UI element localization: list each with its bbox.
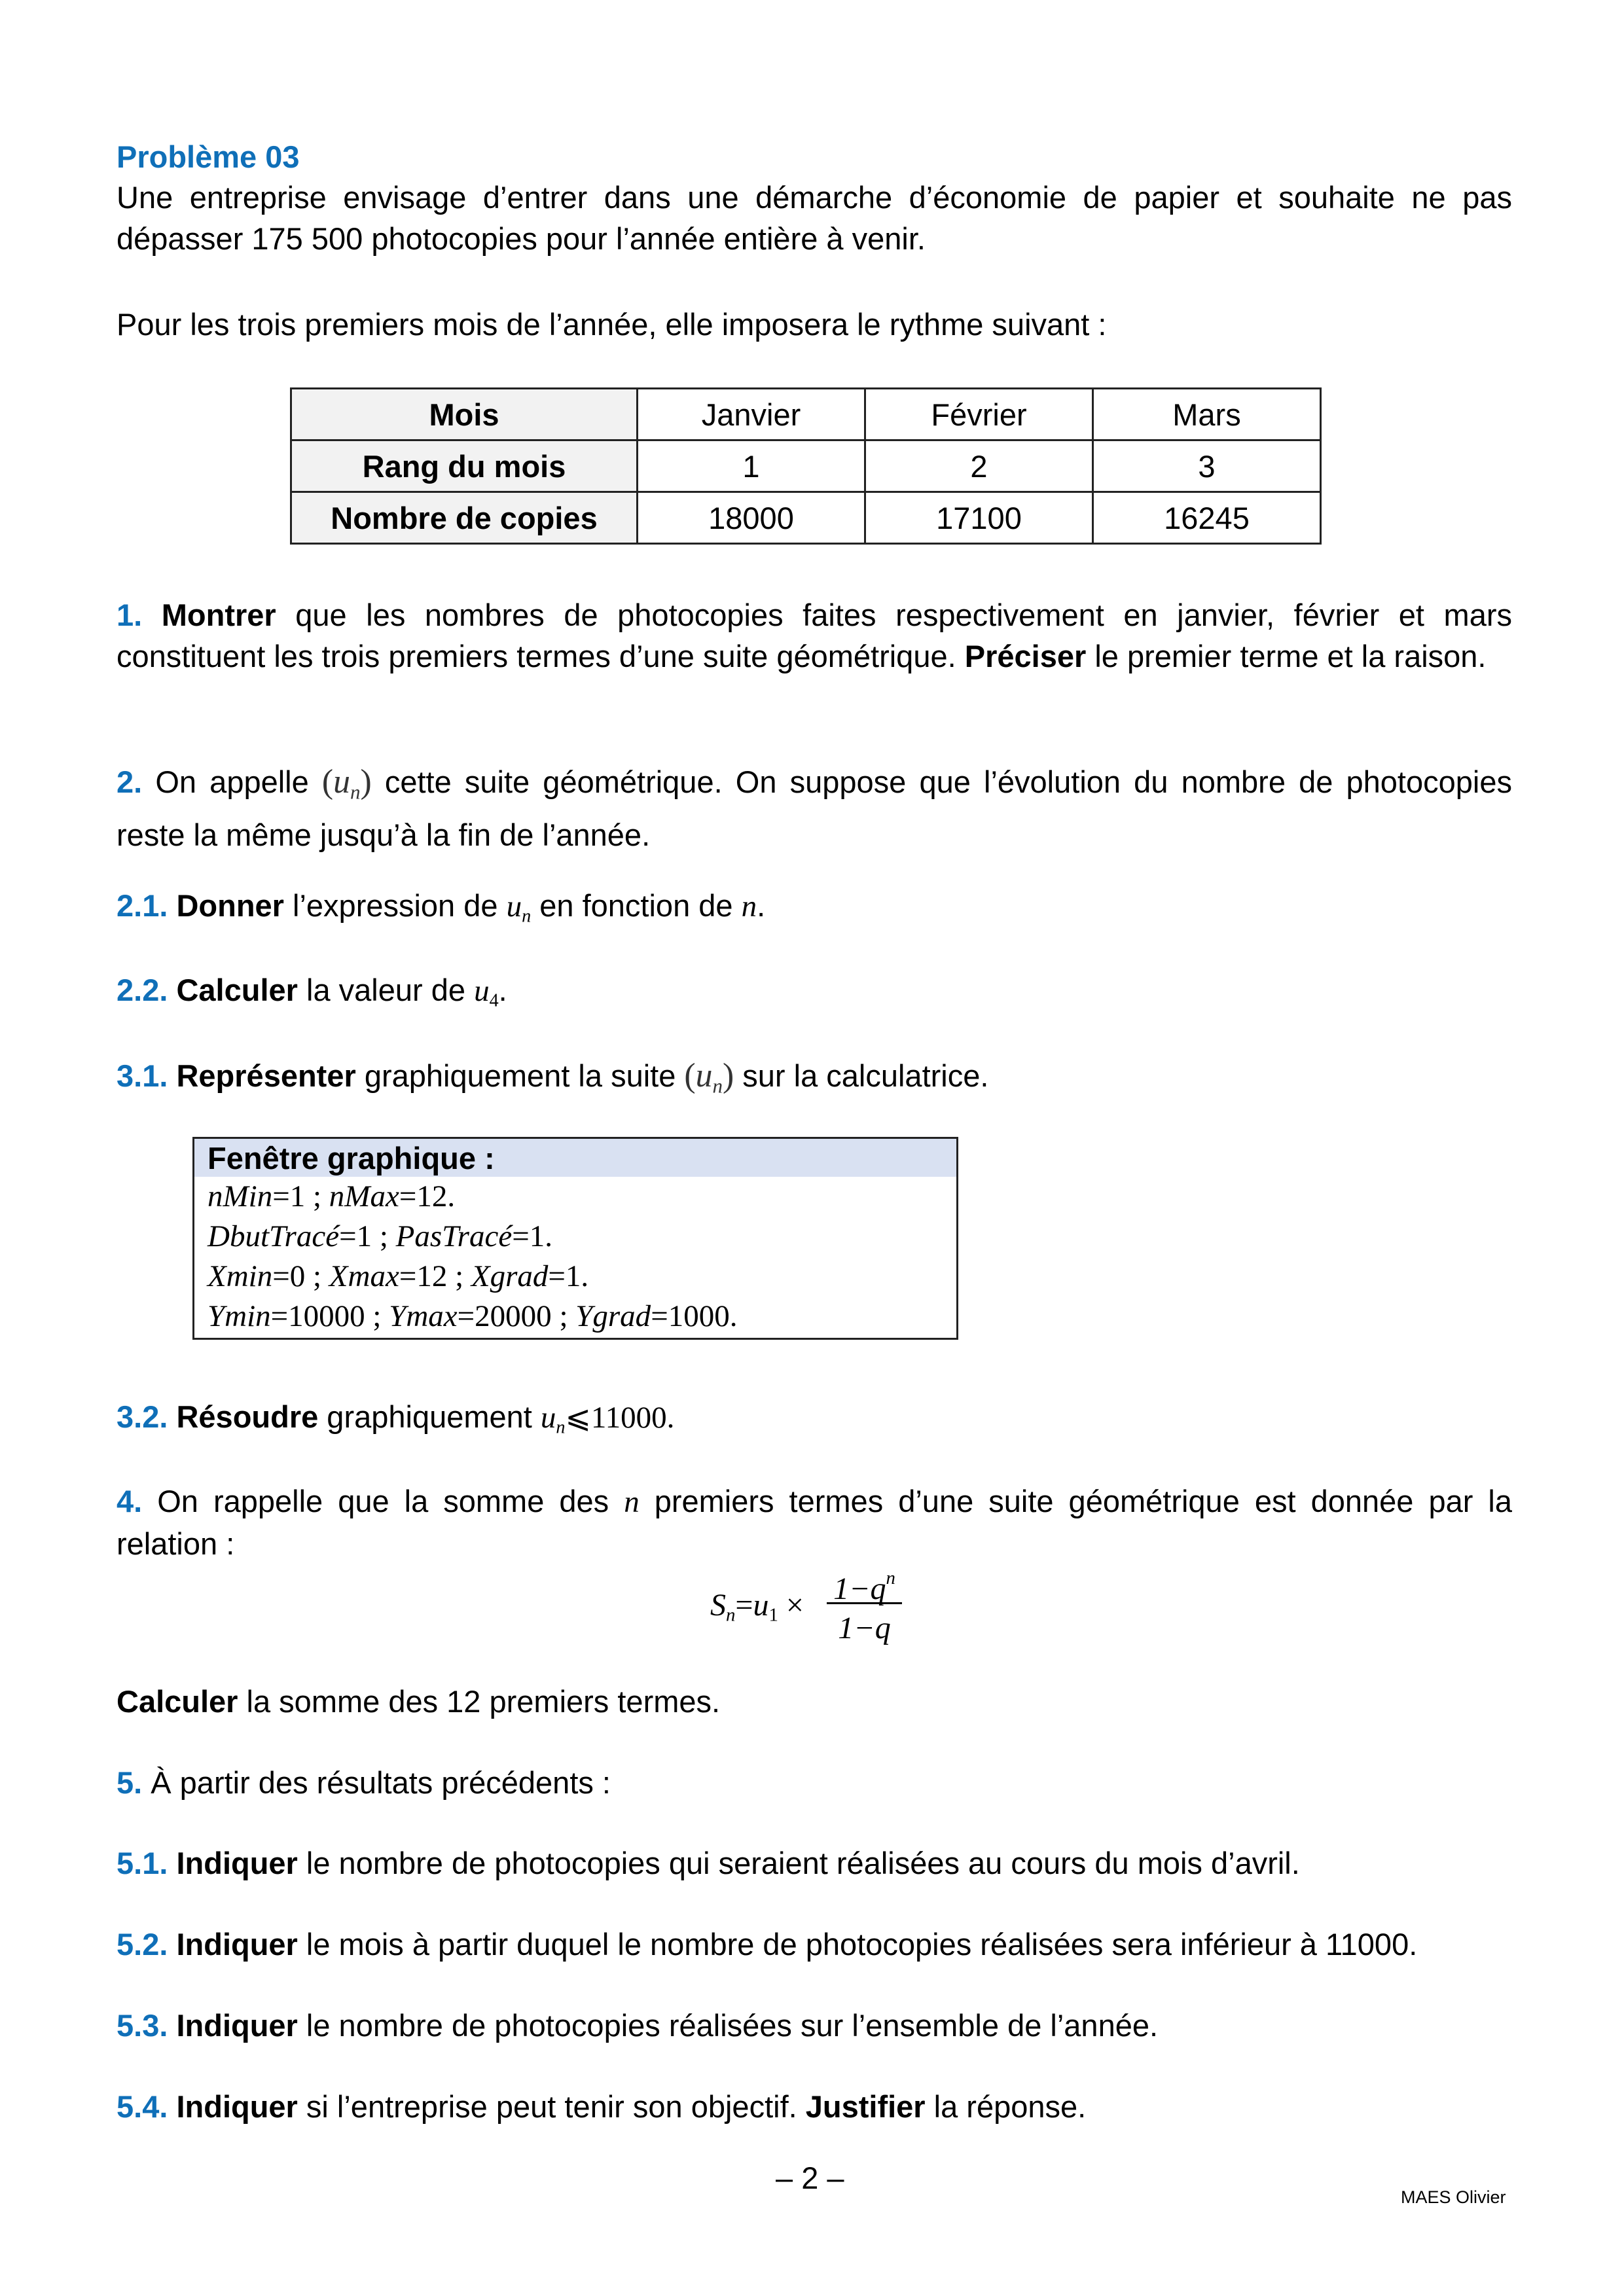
- problem-intro: Une entreprise envisage d’entrer dans une démarche d’économie de papier et souhaite ne pas dépasser 175 500 photocopies pour l’année entière à venir.: [117, 180, 1512, 256]
- table-row-header: Nombre de copies: [291, 492, 638, 544]
- setting-key: Ygrad: [575, 1299, 651, 1333]
- question-number: 4.: [117, 1484, 143, 1518]
- monthly-copies-table: [290, 387, 1322, 545]
- math-var: n: [741, 889, 757, 924]
- math-var: S: [710, 1588, 726, 1623]
- question-number: 5.: [117, 1765, 143, 1800]
- question-number: 2.: [117, 764, 143, 799]
- question-number: 5.4.: [117, 2089, 168, 2124]
- question-4-calc: [117, 1681, 1512, 1722]
- question-5-1: [117, 1842, 1512, 1884]
- math-sub: n: [556, 1417, 566, 1438]
- question-text: .: [498, 973, 507, 1007]
- question-text: le premier terme et la raison.: [1086, 639, 1487, 673]
- table-row: [291, 389, 1321, 440]
- question-verb: Représenter: [176, 1058, 356, 1093]
- setting-value: =1000.: [651, 1299, 738, 1333]
- question-number: 1.: [117, 598, 143, 632]
- question-text: l’expression de: [283, 888, 507, 923]
- problem-rhythm: Pour les trois premiers mois de l’année, elle imposera le rythme suivant :: [117, 307, 1107, 342]
- question-text: À partir des résultats précédents :: [142, 1765, 611, 1800]
- question-verb: Calculer: [176, 973, 298, 1007]
- setting-separator: ;: [365, 1299, 389, 1333]
- graph-window-title: Fenêtre graphique :: [194, 1139, 956, 1177]
- question-number: 5.2.: [117, 1927, 168, 1962]
- question-number: 2.2.: [117, 973, 168, 1007]
- table-cell: 17100: [865, 492, 1093, 544]
- question-5-3: [117, 2005, 1512, 2046]
- table-cell: Mars: [1093, 389, 1321, 440]
- table-cell: 3: [1093, 440, 1321, 492]
- question-verb: Indiquer: [176, 1846, 298, 1880]
- setting-key: Ymin: [208, 1299, 271, 1333]
- question-1: [117, 594, 1512, 677]
- question-5-4: [117, 2086, 1512, 2127]
- setting-value: =12.: [399, 1179, 456, 1213]
- table-row: [291, 492, 1321, 544]
- question-text: On appelle: [142, 764, 322, 799]
- table-cell: 2: [865, 440, 1093, 492]
- question-verb: Préciser: [964, 639, 1087, 673]
- question-number: 2.1.: [117, 888, 168, 923]
- question-3-2: [117, 1396, 1512, 1448]
- math-sub: n: [726, 1604, 736, 1626]
- setting-value: =12: [399, 1259, 448, 1293]
- math-var: n: [624, 1485, 640, 1519]
- question-text: si l’entreprise peut tenir son objectif.: [297, 2089, 806, 2124]
- setting-key: Xmin: [208, 1259, 273, 1293]
- question-text: le nombre de photocopies qui seraient réalisées au cours du mois d’avril.: [297, 1846, 1300, 1880]
- question-text: On rappelle que la somme des: [142, 1484, 624, 1518]
- setting-key: Xgrad: [471, 1259, 549, 1293]
- question-2-1: [117, 885, 1512, 937]
- math-var: u: [540, 1401, 556, 1435]
- graph-window-settings: [194, 1177, 956, 1336]
- question-4: [117, 1480, 1512, 1564]
- sequence-notation: $(u_n)$: [684, 1057, 734, 1098]
- graph-window-setting-line: [194, 1217, 956, 1257]
- table-row-header: Rang du mois: [291, 440, 638, 492]
- setting-key: PasTracé: [395, 1219, 513, 1253]
- formula-lhs: [710, 1587, 804, 1626]
- table-cell: Février: [865, 389, 1093, 440]
- author-name: MAES Olivier: [1401, 2187, 1506, 2207]
- setting-value: =1: [272, 1179, 306, 1213]
- math-sub: n: [522, 906, 532, 927]
- setting-separator: ;: [447, 1259, 471, 1293]
- setting-value: =1.: [548, 1259, 589, 1293]
- question-text: le nombre de photocopies réalisées sur l’ensemble de l’année.: [297, 2008, 1159, 2043]
- math-equals: =: [735, 1588, 753, 1623]
- question-text: la valeur de: [297, 973, 475, 1007]
- table-row-header: Mois: [291, 389, 638, 440]
- math-var: u: [753, 1588, 769, 1623]
- question-text: que les nombres de photocopies faites respectivement en janvier, février et mars constituent les trois premiers termes d’une suite géométrique.: [117, 598, 1512, 673]
- setting-value: =1: [339, 1219, 372, 1253]
- question-text: cette suite géométrique. On suppose que l’évolution du nombre de photocopies reste la même jusqu’à la fin de l’année.: [117, 764, 1512, 853]
- question-verb: Indiquer: [176, 2008, 298, 2043]
- math-times: ×: [778, 1588, 804, 1623]
- question-number: 5.3.: [117, 2008, 168, 2043]
- setting-value: =0: [272, 1259, 306, 1293]
- question-5-2: [117, 1924, 1512, 1965]
- question-text: en fonction de: [531, 888, 742, 923]
- setting-key: Xmax: [329, 1259, 399, 1293]
- fraction-numerator: $1-q^n$: [833, 1568, 895, 1607]
- graph-window-setting-line: [194, 1297, 956, 1336]
- question-text: graphiquement: [318, 1399, 541, 1434]
- setting-separator: ;: [551, 1299, 576, 1333]
- setting-value: =10000: [270, 1299, 365, 1333]
- setting-key: nMax: [329, 1179, 399, 1213]
- setting-separator: ;: [305, 1259, 329, 1293]
- page-number: – 2 –: [776, 2161, 844, 2195]
- graph-window-setting-line: [194, 1257, 956, 1297]
- table-cell: 1: [638, 440, 865, 492]
- question-text: la somme des 12 premiers termes.: [238, 1684, 721, 1719]
- question-verb: Indiquer: [176, 2089, 298, 2124]
- fraction-denominator: 1−q: [838, 1611, 891, 1645]
- question-verb: Calculer: [117, 1684, 238, 1719]
- graph-window-setting-line: [194, 1177, 956, 1217]
- question-text: graphiquement la suite: [355, 1058, 685, 1093]
- question-number: 3.2.: [117, 1399, 168, 1434]
- setting-key: nMin: [208, 1179, 273, 1213]
- question-3-1: [117, 1055, 1512, 1106]
- geometric-sum-formula: [710, 1558, 972, 1662]
- question-2-2: [117, 969, 1512, 1021]
- math-sub: 1: [768, 1604, 778, 1626]
- table-row: [291, 440, 1321, 492]
- math-var: u: [506, 889, 522, 924]
- setting-value: =20000: [457, 1299, 552, 1333]
- table-cell: 18000: [638, 492, 865, 544]
- formula-fraction: [827, 1558, 902, 1649]
- question-text: sur la calculatrice.: [734, 1058, 989, 1093]
- problem-title: Problème 03: [117, 139, 300, 174]
- question-text: la réponse.: [925, 2089, 1087, 2124]
- math-var: u: [474, 974, 490, 1008]
- math-inequality: ⩽11000.: [565, 1401, 675, 1435]
- question-verb: Indiquer: [176, 1927, 298, 1962]
- question-verb: Donner: [176, 888, 284, 923]
- math-sub: 4: [489, 990, 499, 1011]
- question-number: 5.1.: [117, 1846, 168, 1880]
- question-2: [117, 761, 1512, 857]
- table-cell: 16245: [1093, 492, 1321, 544]
- question-text: .: [757, 888, 766, 923]
- question-5: [117, 1762, 1512, 1803]
- sequence-notation: $(u_n)$: [321, 763, 372, 804]
- setting-key: DbutTracé: [208, 1219, 340, 1253]
- question-verb: Résoudre: [176, 1399, 319, 1434]
- question-verb: Montrer: [161, 598, 276, 632]
- setting-key: Ymax: [389, 1299, 458, 1333]
- question-text: premiers termes d’une suite géométrique est donnée par la relation :: [117, 1484, 1512, 1561]
- question-number: 3.1.: [117, 1058, 168, 1093]
- question-verb: Justifier: [805, 2089, 926, 2124]
- setting-separator: ;: [372, 1219, 396, 1253]
- question-text: le mois à partir duquel le nombre de photocopies réalisées sera inférieur à 11000.: [297, 1927, 1418, 1962]
- table-cell: Janvier: [638, 389, 865, 440]
- graph-window-box: [192, 1137, 958, 1340]
- setting-value: =1.: [512, 1219, 552, 1253]
- setting-separator: ;: [305, 1179, 329, 1213]
